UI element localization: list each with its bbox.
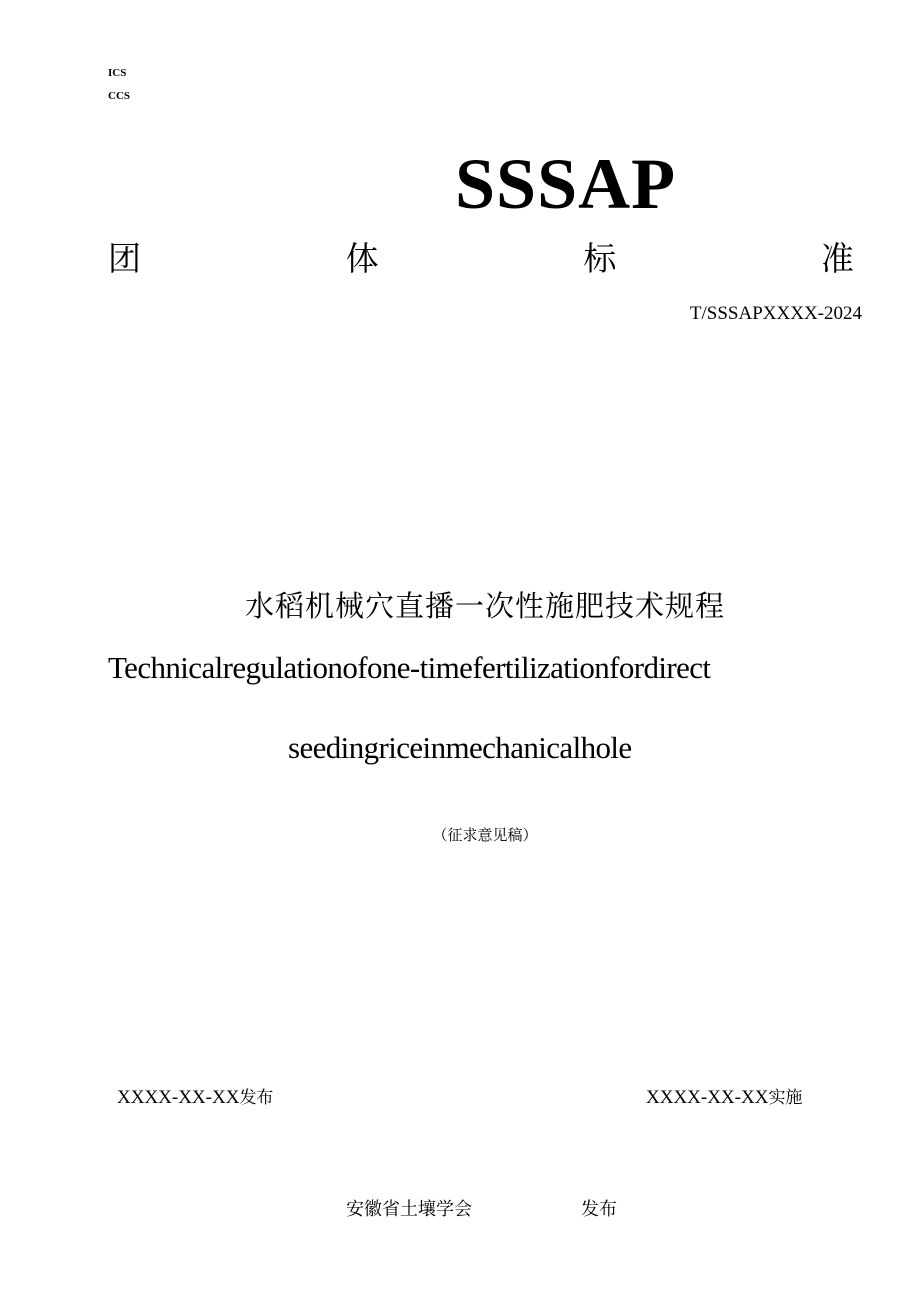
- effective-date-line: [646, 1083, 802, 1109]
- publisher-name: 安徽省土壤学会: [346, 1199, 472, 1220]
- ics-label: ICS: [108, 67, 127, 79]
- standard-type-heading: [108, 239, 854, 278]
- ccs-label: CCS: [108, 90, 131, 102]
- standard-number: T/SSSAPXXXX-2024: [689, 303, 862, 324]
- draft-status-note: （征求意见稿）: [432, 826, 538, 844]
- effective-label: 实施: [768, 1088, 803, 1108]
- organization-logo: SSSAP: [455, 144, 677, 224]
- release-label: 发布: [239, 1088, 274, 1108]
- standard-type-char: 标: [583, 239, 617, 278]
- standard-type-char: 准: [820, 239, 854, 278]
- effective-date: XXXX-XX-XX: [646, 1087, 769, 1108]
- standard-type-char: 团: [108, 239, 141, 278]
- title-english-line1: Technicalregulationofone-timefertilizationfordirect: [108, 650, 711, 685]
- title-chinese: 水稻机械穴直播一次性施肥技术规程: [244, 589, 725, 623]
- publish-label: 发布: [581, 1199, 617, 1220]
- release-date: XXXX-XX-XX: [117, 1087, 240, 1108]
- release-date-line: [117, 1083, 273, 1109]
- title-english-line2: seedingriceinmechanicalhole: [288, 730, 632, 765]
- standard-type-char: 体: [345, 239, 379, 278]
